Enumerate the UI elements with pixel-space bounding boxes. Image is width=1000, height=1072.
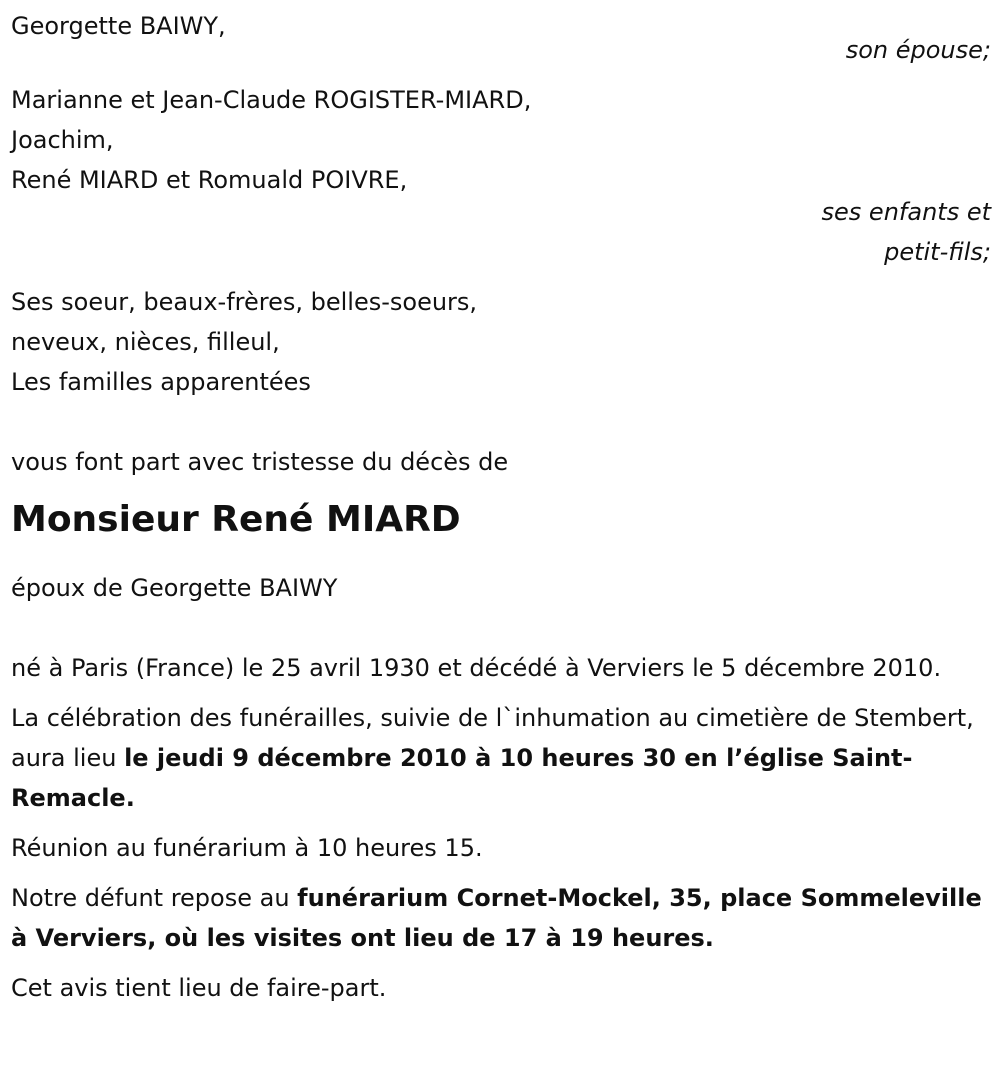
spouse-role: son épouse;	[845, 36, 991, 64]
meeting-info: Réunion au funérarium à 10 heures 15.	[11, 834, 483, 862]
child-line-2: Joachim,	[11, 126, 114, 154]
rest-prefix: Notre défunt repose au	[11, 884, 298, 912]
obituary-notice	[11, 4, 991, 1008]
child-line-1: Marianne et Jean-Claude ROGISTER-MIARD,	[11, 86, 532, 114]
deceased-name: Monsieur René MIARD	[11, 499, 461, 540]
ceremony-details: le jeudi 9 décembre 2010 à 10 heures 30 en l’église Saint-Remacle.	[11, 744, 913, 812]
ceremony-prefix: La célébration des funérailles, suivie de l`inhumation au cimetière de Stembert, aura lieu	[11, 704, 974, 772]
rest-details: funérarium Cornet-Mockel, 35, place Sommeleville à Verviers, où les visites ont lieu de 17 à 19 heures.	[11, 884, 982, 952]
children-role-2: petit-fils;	[884, 238, 991, 266]
birth-death-info: né à Paris (France) le 25 avril 1930 et décédé à Verviers le 5 décembre 2010.	[11, 654, 942, 682]
child-line-3: René MIARD et Romuald POIVRE,	[11, 166, 408, 194]
rest-info	[11, 878, 991, 958]
relatives-line-3: Les familles apparentées	[11, 368, 311, 396]
announcement-intro: vous font part avec tristesse du décès de	[11, 448, 509, 476]
spouse-name: Georgette BAIWY,	[11, 12, 226, 40]
relatives-line-2: neveux, nièces, filleul,	[11, 328, 280, 356]
relatives-line-1: Ses soeur, beaux-frères, belles-soeurs,	[11, 288, 478, 316]
closing-note: Cet avis tient lieu de faire-part.	[11, 974, 387, 1002]
ceremony-info	[11, 698, 991, 818]
children-role-1: ses enfants et	[821, 198, 991, 226]
spouse-of: époux de Georgette BAIWY	[11, 574, 338, 602]
